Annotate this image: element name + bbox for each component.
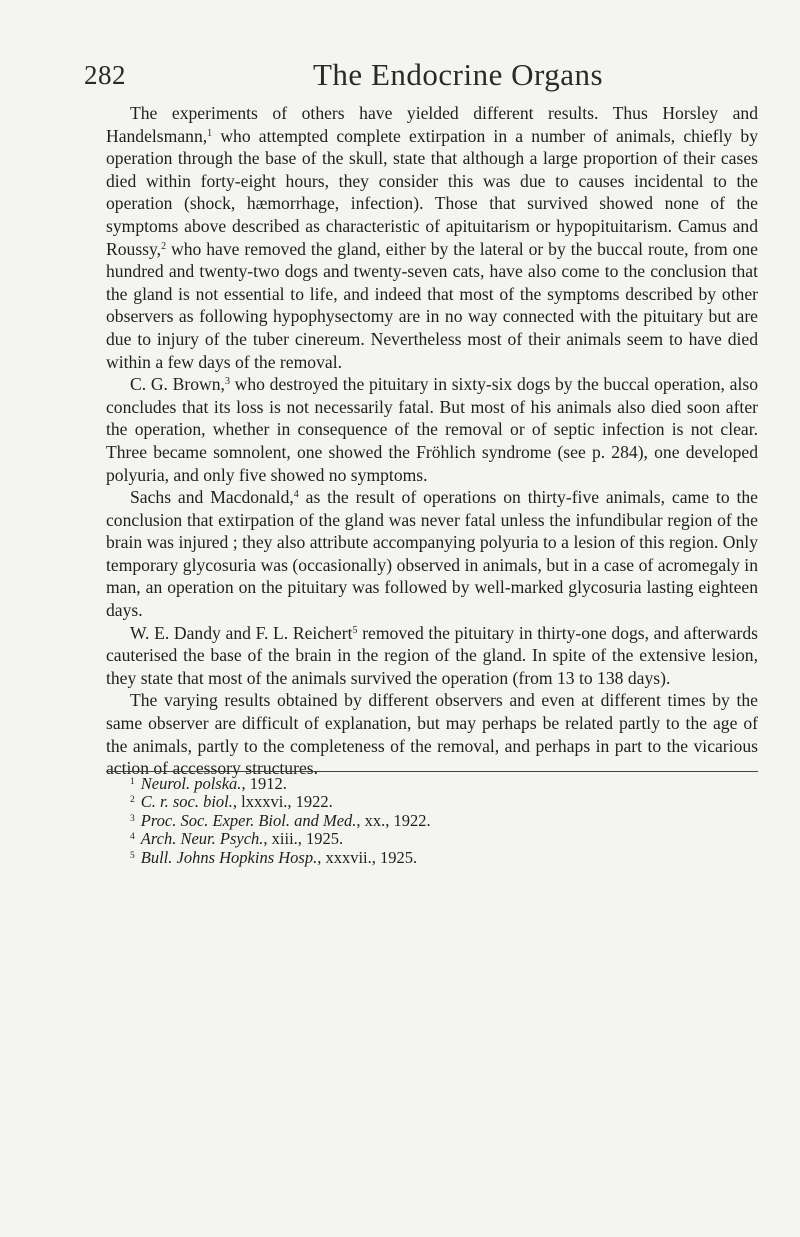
footnote-ref: 5 xyxy=(352,624,358,636)
footnote-ref: 3 xyxy=(224,376,230,388)
body-text xyxy=(106,102,758,780)
paragraph: Sachs and Macdonald,$^4$ as the result of operations on thirty-five animals, came to the conclusion that extirpation of the gland was never fatal unless the infundibular region of the brain was injured ; they also attribute accompanying polyuria to a lesion of this region. Only temporary glycosuria was (occasionally) observed in animals, but in a case of acromegaly in man, an operation on the pituitary was followed by well-marked glycosuria lasting eighteen days. xyxy=(106,487,758,621)
footnote: $^5$ Bull. Johns Hopkins Hosp., xxxvii., 1925. xyxy=(130,847,418,867)
footnote-divider xyxy=(106,771,758,772)
footnote: $^3$ Proc. Soc. Exper. Biol. and Med., xx., 1922. xyxy=(130,810,431,830)
footnote-ref: 1 xyxy=(207,127,213,139)
running-title: The Endocrine Organs xyxy=(313,57,604,92)
footnotes xyxy=(130,775,730,867)
footnote: $^2$ C. r. soc. biol., lxxxvi., 1922. xyxy=(130,792,333,812)
page-number: 282 xyxy=(84,60,126,90)
paragraph: C. G. Brown,$^3$ who destroyed the pituitary in sixty-six dogs by the buccal operation, also concludes that its loss is not necessarily fatal. But most of his animals also died soon after the operation, whether in consequence of the removal or of septic infection is not clear. Three became somnolent, one showed the Fröhlich syndrome (see p. 284), one developed polyuria, and only five showed no symptoms. xyxy=(106,374,758,485)
footnote-ref: 2 xyxy=(161,240,167,252)
footnote: $^1$ Neurol. polska., 1912. xyxy=(130,774,287,793)
paragraph: The experiments of others have yielded different results. Thus Horsley and Handelsmann,$^1$ who attempted complete extirpation in a number of animals, chiefly by operation through the base of the skull, state that although a large proportion of their cases died within forty-eight hours, they consider this was due to causes incidental to the operation (shock, hæmorrhage, infection). Those that survived showed none of the symptoms above described as characteristic of apituitarism or hypopituitarism. Camus and Roussy,$^2$ who have removed the gland, either by the lateral or by the buccal route, from one hundred and twenty-two dogs and twenty-seven cats, have also come to the conclusion that the gland is not essential to life, and indeed that most of the symptoms described by other observers as following hypophysectomy are in no way connected with the pituitary but are due to injury of the tuber cinereum. Nevertheless most of their animals seem to have died within a few days of the removal. xyxy=(106,103,758,372)
footnote-ref: 4 xyxy=(293,489,299,501)
footnote: $^4$ Arch. Neur. Psych., xiii., 1925. xyxy=(130,829,344,849)
paragraph: W. E. Dandy and F. L. Reichert$^5$ removed the pituitary in thirty-one dogs, and afterwards cauterised the base of the brain in the region of the gland. In spite of the extensive lesion, they state that most of the animals survived the operation (from 13 to 138 days). xyxy=(106,622,759,688)
paragraph: The varying results obtained by different observers and even at different times by the same observer are difficult of explanation, but may perhaps be related partly to the age of the animals, partly to the completeness of the removal, and perhaps in part to the vicarious action of accessory structures. xyxy=(106,690,758,779)
